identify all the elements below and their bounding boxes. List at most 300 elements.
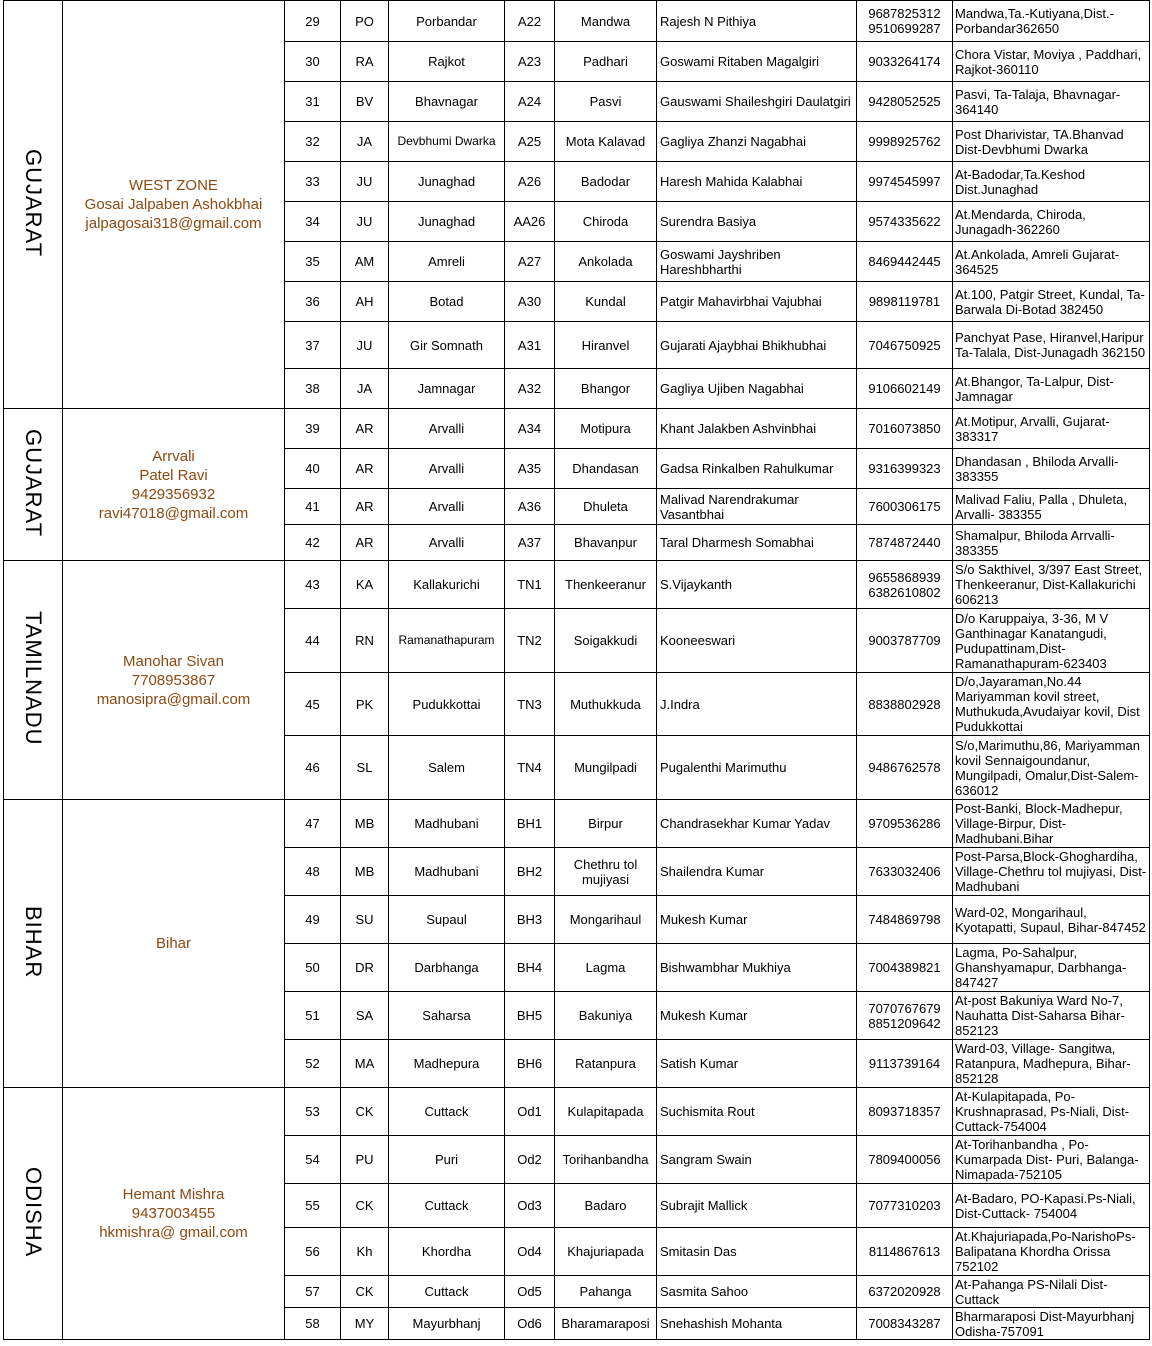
district-code: CK — [341, 1276, 389, 1308]
district-code: RA — [341, 42, 389, 82]
district-code: CK — [341, 1184, 389, 1228]
district-name: Rajkot — [389, 42, 505, 82]
village-name: Chiroda — [555, 202, 657, 242]
table-row — [4, 409, 1150, 449]
serial-number: 46 — [285, 736, 341, 800]
phone-cell — [857, 42, 953, 82]
serial-number: 58 — [285, 1308, 341, 1340]
address-cell: Post-Banki, Block-Madhepur, Village-Birpur, Dist-Madhubani.Bihar — [953, 800, 1150, 848]
participant-name: Malivad Narendrakumar Vasantbhai — [657, 489, 857, 525]
village-name: Kulapitapada — [555, 1088, 657, 1136]
district-name: Amreli — [389, 242, 505, 282]
district-code: Kh — [341, 1228, 389, 1276]
site-id: A35 — [505, 449, 555, 489]
village-name: Chethru tol mujiyasi — [555, 848, 657, 896]
participant-name: Rajesh N Pithiya — [657, 1, 857, 42]
address-cell: At-post Bakuniya Ward No-7, Nauhatta Dist-Saharsa Bihar-852123 — [953, 992, 1150, 1040]
district-code: AR — [341, 449, 389, 489]
village-name: Mongarihaul — [555, 896, 657, 944]
village-name: Pahanga — [555, 1276, 657, 1308]
participant-name: Surendra Basiya — [657, 202, 857, 242]
district-code: MB — [341, 848, 389, 896]
district-code: PO — [341, 1, 389, 42]
district-code: JU — [341, 322, 389, 369]
participant-name: Mukesh Kumar — [657, 992, 857, 1040]
participant-name: Gadsa Rinkalben Rahulkumar — [657, 449, 857, 489]
phone-cell — [857, 561, 953, 609]
state-name: GUJARAT — [21, 149, 46, 258]
coordinator-line: WEST ZONE — [129, 177, 218, 194]
coordinator-line: 9437003455 — [131, 1205, 216, 1222]
district-code: JA — [341, 122, 389, 162]
state-name: GUJARAT — [21, 428, 46, 538]
site-id: A32 — [505, 369, 555, 409]
district-name: Saharsa — [389, 992, 505, 1040]
phone-number: 7874872440 — [868, 535, 941, 550]
village-name: Bharamaraposi — [555, 1308, 657, 1340]
site-id: BH3 — [505, 896, 555, 944]
village-name: Thenkeeranur — [555, 561, 657, 609]
district-name: Kallakurichi — [389, 561, 505, 609]
coordinator-cell — [63, 409, 285, 561]
phone-number: 9003787709 — [868, 633, 941, 648]
table-row — [4, 561, 1150, 609]
district-code: AR — [341, 409, 389, 449]
village-name: Lagma — [555, 944, 657, 992]
phone-number: 9106602149 — [868, 381, 941, 396]
phone-cell — [857, 736, 953, 800]
phone-number: 9486762578 — [868, 760, 941, 775]
coordinator-line: Bihar — [155, 935, 192, 952]
district-name: Madhubani — [389, 848, 505, 896]
serial-number: 29 — [285, 1, 341, 42]
district-name: Puri — [389, 1136, 505, 1184]
address-cell: Chora Vistar, Moviya , Paddhari, Rajkot-360110 — [953, 42, 1150, 82]
state-name: BIHAR — [21, 905, 46, 979]
coordinator-line: Manohar Sivan — [123, 652, 224, 670]
serial-number: 39 — [285, 409, 341, 449]
village-name: Soigakkudi — [555, 609, 657, 673]
participant-name: Suchismita Rout — [657, 1088, 857, 1136]
state-cell — [4, 409, 63, 561]
address-cell: Ward-03, Village- Sangitwa, Ratanpura, Madhepura, Bihar-852128 — [953, 1040, 1150, 1088]
site-id: Od2 — [505, 1136, 555, 1184]
participant-name: Khant Jalakben Ashvinbhai — [657, 409, 857, 449]
district-code: MY — [341, 1308, 389, 1340]
village-name: Ratanpura — [555, 1040, 657, 1088]
phone-number: 9113739164 — [868, 1056, 941, 1071]
site-id: TN3 — [505, 673, 555, 736]
participant-name: Pugalenthi Marimuthu — [657, 736, 857, 800]
village-name: Padhari — [555, 42, 657, 82]
site-id: BH2 — [505, 848, 555, 896]
serial-number: 43 — [285, 561, 341, 609]
phone-number: 9033264174 — [868, 54, 941, 69]
serial-number: 44 — [285, 609, 341, 673]
phone-cell — [857, 409, 953, 449]
district-name: Supaul — [389, 896, 505, 944]
phone-cell — [857, 673, 953, 736]
participant-name: Sasmita Sahoo — [657, 1276, 857, 1308]
site-id: BH1 — [505, 800, 555, 848]
site-id: A37 — [505, 525, 555, 561]
district-name: Madhubani — [389, 800, 505, 848]
participant-name: Kooneeswari — [657, 609, 857, 673]
phone-cell — [857, 1184, 953, 1228]
address-cell: Panchyat Pase, Hiranvel,Haripur Ta-Talala, Dist-Junagadh 362150 — [953, 322, 1150, 369]
district-name: Pudukkottai — [389, 673, 505, 736]
district-name: Madhepura — [389, 1040, 505, 1088]
participant-name: Gagliya Zhanzi Nagabhai — [657, 122, 857, 162]
phone-cell — [857, 449, 953, 489]
phone-cell — [857, 896, 953, 944]
district-name: Arvalli — [389, 409, 505, 449]
village-name: Mota Kalavad — [555, 122, 657, 162]
participant-name: Satish Kumar — [657, 1040, 857, 1088]
table-row — [4, 800, 1150, 848]
coordinator-cell — [63, 1, 285, 409]
serial-number: 51 — [285, 992, 341, 1040]
village-name: Bakuniya — [555, 992, 657, 1040]
serial-number: 53 — [285, 1088, 341, 1136]
phone-number: 9428052525 — [868, 94, 941, 109]
serial-number: 57 — [285, 1276, 341, 1308]
phone-number: 7070767679 — [868, 1000, 941, 1016]
participant-name: Sangram Swain — [657, 1136, 857, 1184]
district-name: Junaghad — [389, 162, 505, 202]
site-id: A36 — [505, 489, 555, 525]
district-name: Arvalli — [389, 449, 505, 489]
village-name: Dhandasan — [555, 449, 657, 489]
phone-cell — [857, 1088, 953, 1136]
coordinator-cell — [63, 800, 285, 1088]
district-code: PU — [341, 1136, 389, 1184]
phone-number: 7633032406 — [868, 864, 941, 879]
village-name: Hiranvel — [555, 322, 657, 369]
address-cell: D/o Karuppaiya, 3-36, M V Ganthinagar Kanatangudi, Pudupattinam,Dist-Ramanathapuram-623403 — [953, 609, 1150, 673]
table-row — [4, 1088, 1150, 1136]
phone-cell — [857, 162, 953, 202]
phone-number: 6372020928 — [868, 1284, 941, 1299]
state-cell — [4, 800, 63, 1088]
phone-cell — [857, 800, 953, 848]
site-id: TN4 — [505, 736, 555, 800]
participant-name: S.Vijaykanth — [657, 561, 857, 609]
coordinator-cell — [63, 561, 285, 800]
address-cell: Lagma, Po-Sahalpur, Ghanshyamapur, Darbhanga-847427 — [953, 944, 1150, 992]
table-body — [4, 1, 1150, 1340]
district-code: SU — [341, 896, 389, 944]
phone-number: 7046750925 — [868, 337, 941, 353]
serial-number: 50 — [285, 944, 341, 992]
participant-name: Subrajit Mallick — [657, 1184, 857, 1228]
site-id: TN2 — [505, 609, 555, 673]
site-id: Od3 — [505, 1184, 555, 1228]
village-name: Muthukkuda — [555, 673, 657, 736]
site-id: Od5 — [505, 1276, 555, 1308]
address-cell: Bharmaraposi Dist-Mayurbhanj Odisha-757091 — [953, 1308, 1150, 1340]
site-id: A24 — [505, 82, 555, 122]
phone-cell — [857, 1308, 953, 1340]
participant-table — [3, 0, 1150, 1340]
participant-name: Haresh Mahida Kalabhai — [657, 162, 857, 202]
address-cell: S/o,Marimuthu,86, Mariyamman kovil Sennaigoundanur, Mungilpadi, Omalur,Dist-Salem-636012 — [953, 736, 1150, 800]
site-id: AA26 — [505, 202, 555, 242]
site-id: A30 — [505, 282, 555, 322]
site-id: A25 — [505, 122, 555, 162]
phone-number: 9316399323 — [868, 461, 941, 476]
participant-name: Snehashish Mohanta — [657, 1308, 857, 1340]
address-cell: At-Pahanga PS-Nilali Dist-Cuttack — [953, 1276, 1150, 1308]
phone-number: 7077310203 — [868, 1198, 941, 1213]
serial-number: 31 — [285, 82, 341, 122]
participant-name: J.Indra — [657, 673, 857, 736]
coordinator-line: 7708953867 — [131, 671, 216, 689]
phone-number: 8469442445 — [868, 254, 941, 269]
district-name: Salem — [389, 736, 505, 800]
district-name: Cuttack — [389, 1276, 505, 1308]
address-cell: At.Khajuriapada,Po-NarishoPs-Balipatana Khordha Orissa 752102 — [953, 1228, 1150, 1276]
address-cell: S/o Sakthivel, 3/397 East Street, Thenkeeranur, Dist-Kallakurichi 606213 — [953, 561, 1150, 609]
address-cell: At.Mendarda, Chiroda, Junagadh-362260 — [953, 202, 1150, 242]
district-code: SL — [341, 736, 389, 800]
address-cell: Shamalpur, Bhiloda Arrvalli-383355 — [953, 525, 1150, 561]
phone-number: 9574335622 — [868, 214, 941, 229]
address-cell: Pasvi, Ta-Talaja, Bhavnagar-364140 — [953, 82, 1150, 122]
phone-cell — [857, 992, 953, 1040]
district-code: AR — [341, 489, 389, 525]
coordinator-line: jalpagosai318@gmail.com — [85, 215, 262, 232]
district-name: Porbandar — [389, 1, 505, 42]
phone-cell — [857, 1040, 953, 1088]
village-name: Birpur — [555, 800, 657, 848]
district-code: JA — [341, 369, 389, 409]
address-cell: At.Bhangor, Ta-Lalpur, Dist-Jamnagar — [953, 369, 1150, 409]
address-cell: Dhandasan , Bhiloda Arvalli-383355 — [953, 449, 1150, 489]
phone-number: 9974545997 — [868, 174, 941, 189]
serial-number: 32 — [285, 122, 341, 162]
serial-number: 49 — [285, 896, 341, 944]
coordinator-cell — [63, 1088, 285, 1340]
district-code: MA — [341, 1040, 389, 1088]
phone-number: 7016073850 — [868, 421, 941, 436]
district-name: Arvalli — [389, 489, 505, 525]
table-row — [4, 1, 1150, 42]
site-id: BH5 — [505, 992, 555, 1040]
serial-number: 30 — [285, 42, 341, 82]
district-code: DR — [341, 944, 389, 992]
district-code: AR — [341, 525, 389, 561]
phone-cell — [857, 609, 953, 673]
participant-name: Shailendra Kumar — [657, 848, 857, 896]
coordinator-line: hkmishra@ gmail.com — [99, 1224, 248, 1241]
coordinator-line: Hemant Mishra — [122, 1186, 225, 1203]
address-cell: Post-Parsa,Block-Ghoghardiha, Village-Chethru tol mujiyasi, Dist-Madhubani — [953, 848, 1150, 896]
coordinator-line: Gosai Jalpaben Ashokbhai — [84, 196, 263, 213]
district-code: JU — [341, 162, 389, 202]
site-id: A22 — [505, 1, 555, 42]
serial-number: 56 — [285, 1228, 341, 1276]
district-code: CK — [341, 1088, 389, 1136]
address-cell: Malivad Faliu, Palla , Dhuleta, Arvalli- 383355 — [953, 489, 1150, 525]
address-cell: At-Kulapitapada, Po-Krushnaprasad, Ps-Niali, Dist-Cuttack-754004 — [953, 1088, 1150, 1136]
serial-number: 47 — [285, 800, 341, 848]
village-name: Ankolada — [555, 242, 657, 282]
phone-cell — [857, 322, 953, 369]
coordinator-line: Patel Ravi — [139, 466, 208, 484]
phone-cell — [857, 848, 953, 896]
serial-number: 33 — [285, 162, 341, 202]
address-cell: At.Ankolada, Amreli Gujarat-364525 — [953, 242, 1150, 282]
site-id: A31 — [505, 322, 555, 369]
participant-name: Mukesh Kumar — [657, 896, 857, 944]
district-code: BV — [341, 82, 389, 122]
address-cell: At.Motipur, Arvalli, Gujarat-383317 — [953, 409, 1150, 449]
serial-number: 36 — [285, 282, 341, 322]
village-name: Mandwa — [555, 1, 657, 42]
phone-number: 8093718357 — [868, 1104, 941, 1119]
state-cell — [4, 1088, 63, 1340]
village-name: Torihanbandha — [555, 1136, 657, 1184]
phone-number: 7484869798 — [868, 912, 941, 927]
serial-number: 41 — [285, 489, 341, 525]
phone-cell — [857, 1136, 953, 1184]
address-cell: At.100, Patgir Street, Kundal, Ta-Barwala Di-Botad 382450 — [953, 282, 1150, 322]
phone-number: 7809400056 — [868, 1152, 941, 1167]
village-name: Mungilpadi — [555, 736, 657, 800]
serial-number: 38 — [285, 369, 341, 409]
participant-name: Taral Dharmesh Somabhai — [657, 525, 857, 561]
state-cell — [4, 561, 63, 800]
site-id: A34 — [505, 409, 555, 449]
phone-cell — [857, 82, 953, 122]
site-id: Od6 — [505, 1308, 555, 1340]
district-name: Gir Somnath — [389, 322, 505, 369]
phone-cell — [857, 242, 953, 282]
address-cell: At-Torihanbandha , Po-Kumarpada Dist- Puri, Balanga-Nimapada-752105 — [953, 1136, 1150, 1184]
serial-number: 37 — [285, 322, 341, 369]
serial-number: 35 — [285, 242, 341, 282]
district-code: AH — [341, 282, 389, 322]
phone-number: 7600306175 — [868, 499, 941, 514]
phone-number: 9510699287 — [868, 21, 941, 36]
phone-cell — [857, 1228, 953, 1276]
participant-name: Smitasin Das — [657, 1228, 857, 1276]
district-code: MB — [341, 800, 389, 848]
district-name: Darbhanga — [389, 944, 505, 992]
coordinator-line: ravi47018@gmail.com — [98, 504, 249, 522]
village-name: Kundal — [555, 282, 657, 322]
state-name: TAMILNADU — [21, 611, 46, 746]
phone-number: 8851209642 — [868, 1015, 941, 1031]
participant-name: Goswami Ritaben Magalgiri — [657, 42, 857, 82]
district-name: Bhavnagar — [389, 82, 505, 122]
participant-name: Gauswami Shaileshgiri Daulatgiri — [657, 82, 857, 122]
serial-number: 45 — [285, 673, 341, 736]
state-cell — [4, 1, 63, 409]
phone-number: 7004389821 — [868, 960, 941, 975]
coordinator-line: 9429356932 — [131, 485, 216, 503]
serial-number: 42 — [285, 525, 341, 561]
site-id: TN1 — [505, 561, 555, 609]
participant-name: Goswami Jayshriben Hareshbharthi — [657, 242, 857, 282]
phone-cell — [857, 1276, 953, 1308]
address-cell: Post Dharivistar, TA.Bhanvad Dist-Devbhumi Dwarka — [953, 122, 1150, 162]
site-id: Od4 — [505, 1228, 555, 1276]
village-name: Khajuriapada — [555, 1228, 657, 1276]
site-id: A23 — [505, 42, 555, 82]
district-name: Cuttack — [389, 1088, 505, 1136]
participant-name: Bishwambhar Mukhiya — [657, 944, 857, 992]
serial-number: 52 — [285, 1040, 341, 1088]
district-name: Arvalli — [389, 525, 505, 561]
participant-name: Gagliya Ujiben Nagabhai — [657, 369, 857, 409]
phone-number: 9655868939 — [868, 569, 941, 585]
phone-cell — [857, 489, 953, 525]
phone-number: 9709536286 — [868, 816, 941, 831]
phone-cell — [857, 369, 953, 409]
site-id: A27 — [505, 242, 555, 282]
district-code: RN — [341, 609, 389, 673]
phone-cell — [857, 944, 953, 992]
document-page — [3, 0, 1150, 1340]
participant-name: Patgir Mahavirbhai Vajubhai — [657, 282, 857, 322]
serial-number: 34 — [285, 202, 341, 242]
district-name: Khordha — [389, 1228, 505, 1276]
state-name: ODISHA — [21, 1166, 46, 1258]
district-code: PK — [341, 673, 389, 736]
village-name: Pasvi — [555, 82, 657, 122]
participant-name: Chandrasekhar Kumar Yadav — [657, 800, 857, 848]
address-cell: D/o,Jayaraman,No.44 Mariyamman kovil street, Muthukuda,Avudaiyar kovil, Dist Pudukkottai — [953, 673, 1150, 736]
village-name: Badodar — [555, 162, 657, 202]
district-name: Cuttack — [389, 1184, 505, 1228]
serial-number: 48 — [285, 848, 341, 896]
coordinator-line: manosipra@gmail.com — [96, 690, 251, 708]
serial-number: 40 — [285, 449, 341, 489]
serial-number: 55 — [285, 1184, 341, 1228]
coordinator-line: Arrvali — [152, 447, 195, 465]
site-id: A26 — [505, 162, 555, 202]
phone-cell — [857, 282, 953, 322]
village-name: Dhuleta — [555, 489, 657, 525]
phone-number: 9687825312 — [868, 6, 941, 21]
village-name: Motipura — [555, 409, 657, 449]
phone-number: 9898119781 — [868, 294, 941, 309]
phone-number: 7008343287 — [868, 1316, 941, 1331]
site-id: BH6 — [505, 1040, 555, 1088]
serial-number: 54 — [285, 1136, 341, 1184]
district-code: JU — [341, 202, 389, 242]
site-id: Od1 — [505, 1088, 555, 1136]
phone-number: 8114867613 — [868, 1244, 941, 1259]
district-code: KA — [341, 561, 389, 609]
district-name: Jamnagar — [389, 369, 505, 409]
phone-number: 6382610802 — [868, 584, 941, 600]
village-name: Bhangor — [555, 369, 657, 409]
district-name: Devbhumi Dwarka — [389, 122, 505, 162]
district-name: Ramanathapuram — [389, 609, 505, 673]
address-cell: Ward-02, Mongarihaul, Kyotapatti, Supaul, Bihar-847452 — [953, 896, 1150, 944]
phone-cell — [857, 525, 953, 561]
phone-number: 8838802928 — [868, 696, 941, 712]
district-code: SA — [341, 992, 389, 1040]
address-cell: At-Badodar,Ta.Keshod Dist.Junaghad — [953, 162, 1150, 202]
district-code: AM — [341, 242, 389, 282]
village-name: Bhavanpur — [555, 525, 657, 561]
address-cell: Mandwa,Ta.-Kutiyana,Dist.-Porbandar362650 — [953, 1, 1150, 42]
district-name: Mayurbhanj — [389, 1308, 505, 1340]
